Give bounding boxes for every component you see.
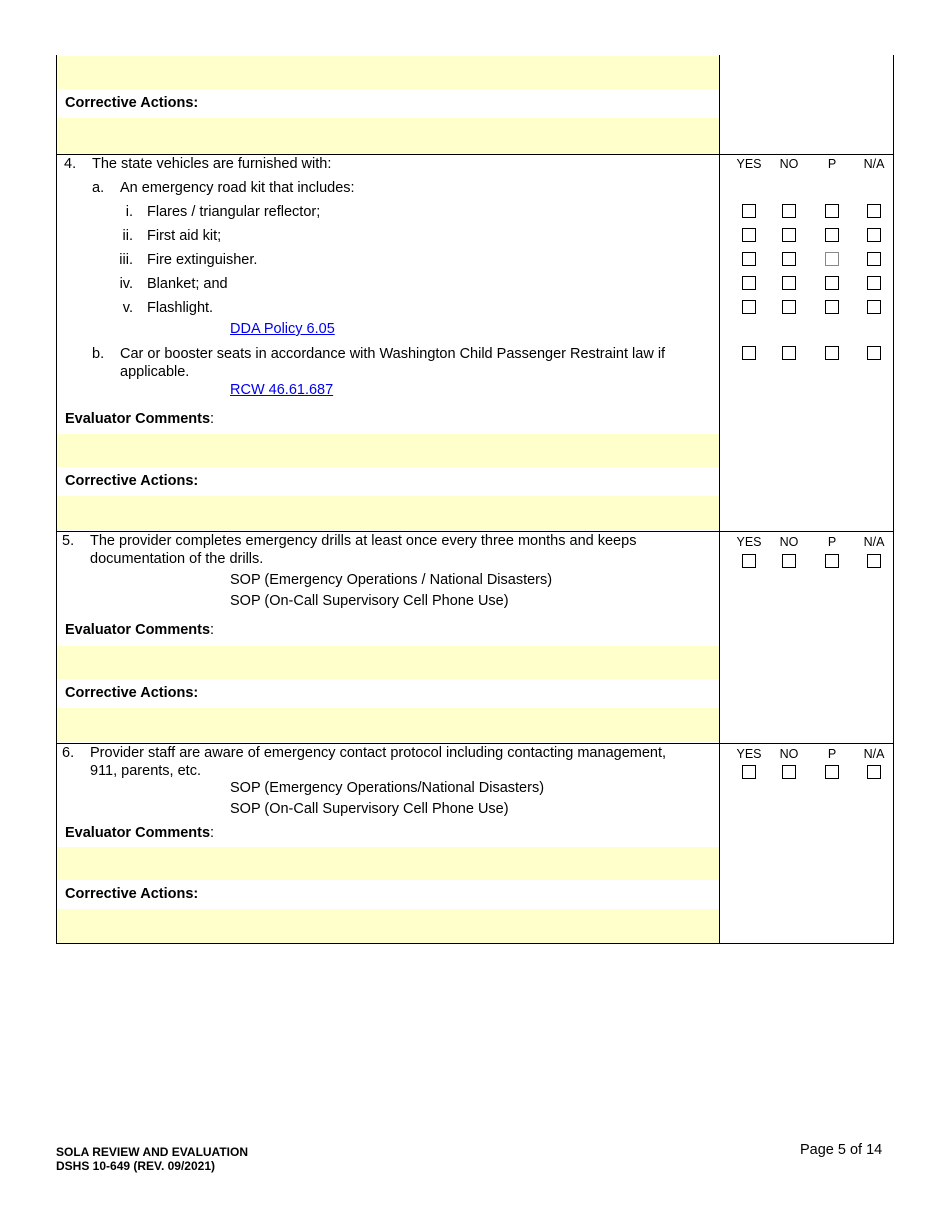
header-p-5: P: [827, 535, 837, 549]
item4-text: The state vehicles are furnished with:: [92, 156, 332, 172]
header-yes-5: YES: [736, 535, 762, 549]
checkbox-no[interactable]: [782, 252, 796, 266]
checkbox-p[interactable]: [825, 276, 839, 290]
table-middle-border: [719, 55, 720, 944]
header-no-4: NO: [779, 157, 799, 171]
corrective-actions-field-4[interactable]: [57, 496, 719, 530]
evaluator-comments-field-5[interactable]: [57, 646, 719, 679]
checkbox-no[interactable]: [782, 204, 796, 218]
roman-numeral: v.: [122, 300, 133, 316]
corrective-actions-label-6: Corrective Actions:: [65, 886, 199, 902]
evaluator-comments-field-6[interactable]: [57, 847, 719, 880]
checkbox-no[interactable]: [782, 765, 796, 779]
corrective-actions-field-5[interactable]: [57, 708, 719, 742]
corrective-actions-label-5: Corrective Actions:: [65, 685, 199, 701]
checkbox-na[interactable]: [867, 276, 881, 290]
item5-sop1: SOP (Emergency Operations / National Disasters): [230, 572, 553, 588]
checkbox-yes[interactable]: [742, 276, 756, 290]
checkbox-na[interactable]: [867, 300, 881, 314]
item5-sop2: SOP (On-Call Supervisory Cell Phone Use): [230, 593, 509, 609]
roman-numeral: iv.: [119, 276, 133, 292]
checkbox-no[interactable]: [782, 554, 796, 568]
header-na-6: N/A: [863, 747, 885, 761]
form-title: SOLA REVIEW AND EVALUATION: [56, 1145, 248, 1159]
roman-numeral: i.: [125, 204, 133, 220]
roman-numeral: ii.: [122, 228, 133, 244]
checkbox-na[interactable]: [867, 252, 881, 266]
checkbox-na[interactable]: [867, 554, 881, 568]
checkbox-p[interactable]: [825, 346, 839, 360]
item6-sop1: SOP (Emergency Operations/National Disasters): [230, 780, 545, 796]
item4b-line1: Car or booster seats in accordance with Washington Child Passenger Restraint law if: [120, 346, 666, 362]
table-bottom-border: [56, 943, 894, 944]
item4a-text: An emergency road kit that includes:: [120, 180, 355, 196]
checkbox-yes[interactable]: [742, 300, 756, 314]
item5-line2: documentation of the drills.: [90, 551, 264, 567]
header-yes-4: YES: [736, 157, 762, 171]
dda-policy-link[interactable]: DDA Policy 6.05: [230, 321, 335, 337]
checkbox-p[interactable]: [825, 204, 839, 218]
checkbox-yes[interactable]: [742, 204, 756, 218]
roman-numeral: iii.: [119, 252, 133, 268]
corrective-actions-label-4: Corrective Actions:: [65, 473, 199, 489]
header-yes-6: YES: [736, 747, 762, 761]
checkbox-p[interactable]: [825, 300, 839, 314]
checkbox-no[interactable]: [782, 276, 796, 290]
corrective-actions-label-3: Corrective Actions:: [65, 95, 199, 111]
item6-line1: Provider staff are aware of emergency contact protocol including contacting management,: [90, 745, 667, 761]
roman-item-text: First aid kit;: [147, 228, 222, 244]
checkbox-na[interactable]: [867, 204, 881, 218]
item4-number: 4.: [64, 156, 77, 172]
item6-sop2: SOP (On-Call Supervisory Cell Phone Use): [230, 801, 509, 817]
evaluator-comments-field-4[interactable]: [57, 434, 719, 467]
evaluator-comments-label-4: Evaluator Comments:: [65, 411, 215, 427]
checkbox-p[interactable]: [825, 765, 839, 779]
corrective-actions-field-6[interactable]: [57, 909, 719, 943]
checkbox-na[interactable]: [867, 346, 881, 360]
item6-line2: 911, parents, etc.: [90, 763, 201, 779]
evaluator-comments-label-5: Evaluator Comments:: [65, 622, 215, 638]
checkbox-yes[interactable]: [742, 765, 756, 779]
checkbox-na[interactable]: [867, 228, 881, 242]
checkbox-no[interactable]: [782, 228, 796, 242]
checkbox-p[interactable]: [825, 252, 839, 266]
header-no-5: NO: [779, 535, 799, 549]
evaluator-comments-label-6: Evaluator Comments:: [65, 825, 215, 841]
checkbox-yes[interactable]: [742, 346, 756, 360]
item5-number: 5.: [62, 533, 75, 549]
item5-line1: The provider completes emergency drills at least once every three months and keeps: [90, 533, 637, 549]
rcw-link[interactable]: RCW 46.61.687: [230, 382, 334, 398]
checkbox-yes[interactable]: [742, 228, 756, 242]
checkbox-p[interactable]: [825, 554, 839, 568]
form-number: DSHS 10-649 (REV. 09/2021): [56, 1159, 215, 1173]
roman-item-text: Flares / triangular reflector;: [147, 204, 321, 220]
checkbox-na[interactable]: [867, 765, 881, 779]
item4b-line2: applicable.: [120, 364, 190, 380]
checkbox-no[interactable]: [782, 300, 796, 314]
item4a-letter: a.: [92, 180, 105, 196]
header-p-6: P: [827, 747, 837, 761]
checkbox-yes[interactable]: [742, 554, 756, 568]
corrective-actions-field-3[interactable]: [57, 118, 719, 153]
roman-item-text: Blanket; and: [147, 276, 228, 292]
roman-item-text: Flashlight.: [147, 300, 214, 316]
item4b-letter: b.: [92, 346, 105, 362]
evaluator-comments-field-3[interactable]: [57, 56, 719, 89]
header-na-4: N/A: [863, 157, 885, 171]
item6-number: 6.: [62, 745, 75, 761]
roman-item-text: Fire extinguisher.: [147, 252, 258, 268]
checkbox-yes[interactable]: [742, 252, 756, 266]
table-right-border: [893, 55, 894, 944]
checkbox-no[interactable]: [782, 346, 796, 360]
page-number: Page 5 of 14: [800, 1142, 883, 1158]
header-na-5: N/A: [863, 535, 885, 549]
header-p-4: P: [827, 157, 837, 171]
header-no-6: NO: [779, 747, 799, 761]
checkbox-p[interactable]: [825, 228, 839, 242]
